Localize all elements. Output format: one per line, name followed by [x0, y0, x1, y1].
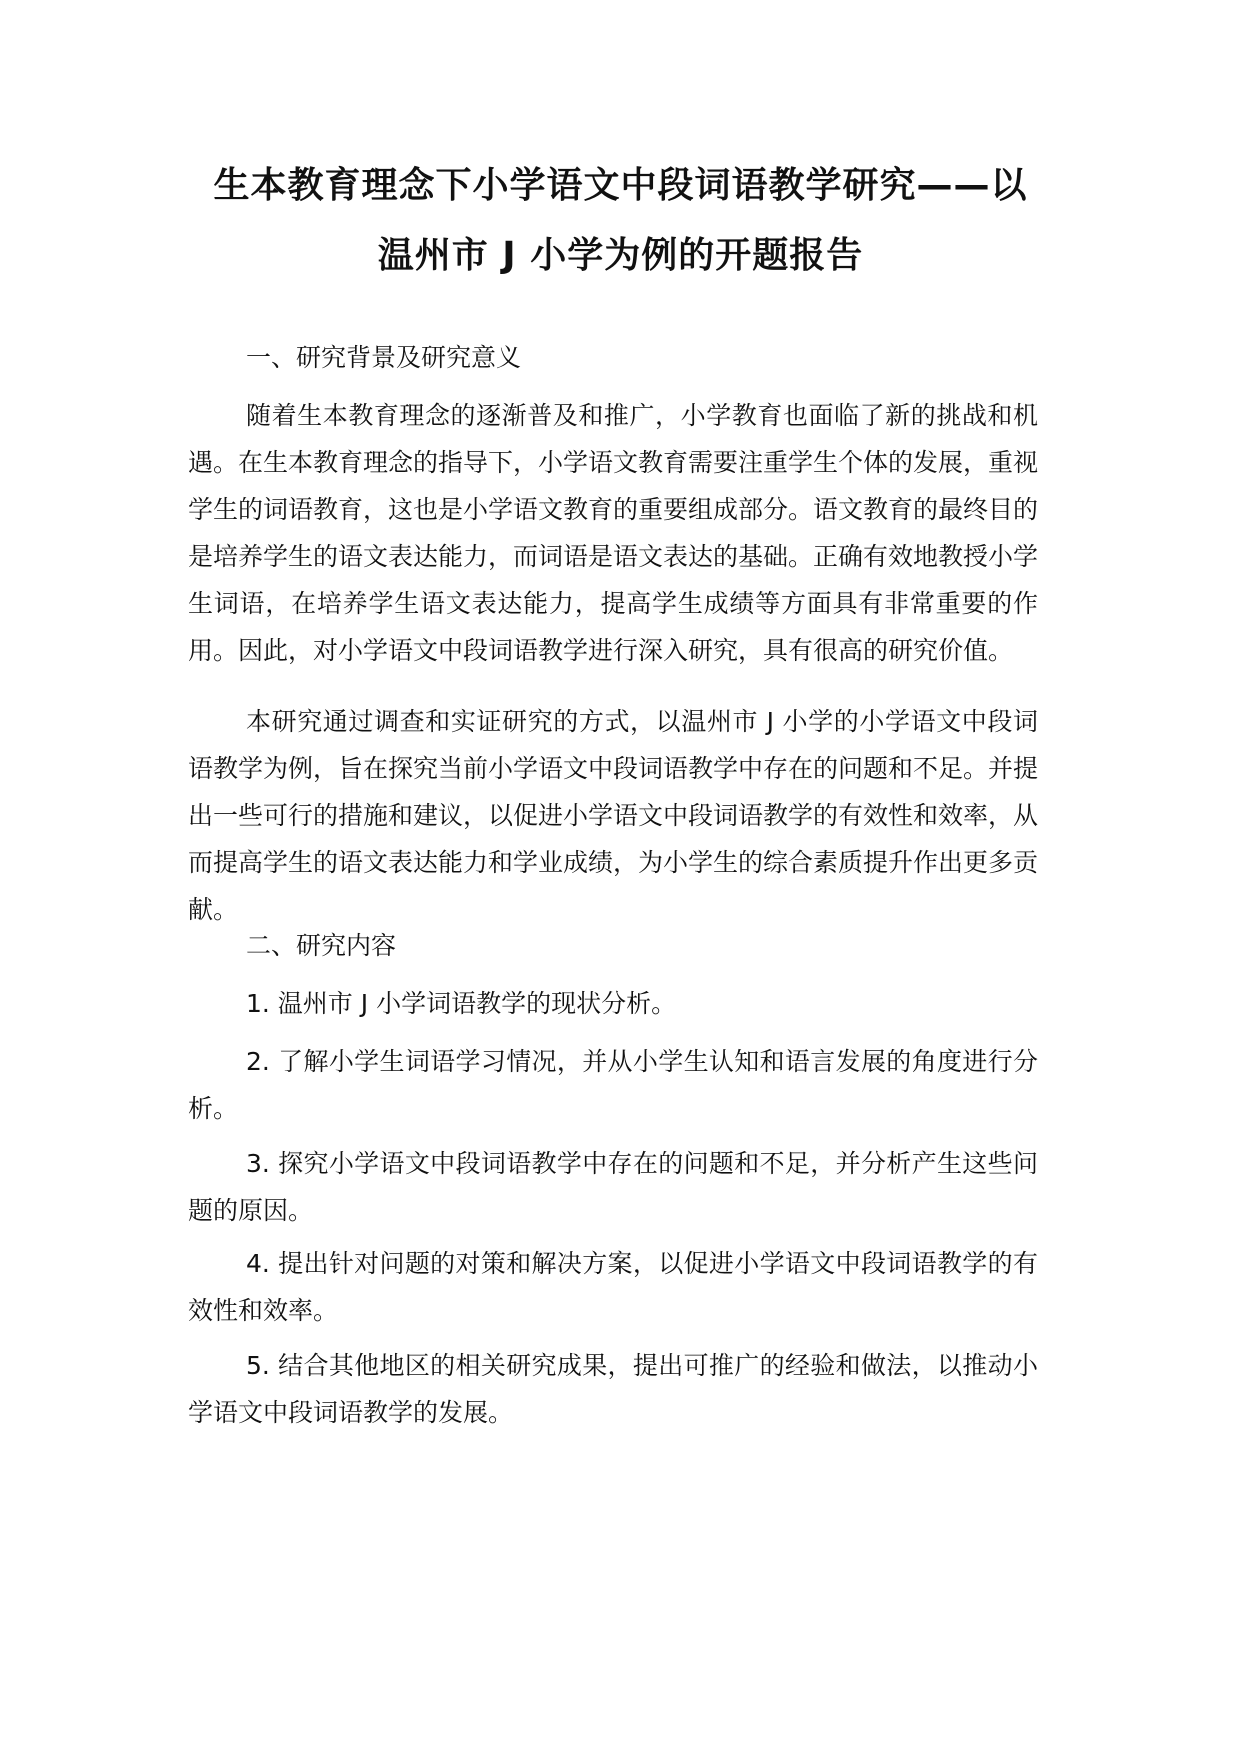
list-item-5: 5. 结合其他地区的相关研究成果，提出可推广的经验和做法，以推动小学语文中段词语教学的发展。 — [188, 1351, 1038, 1427]
paragraph-research-method: 本研究通过调查和实证研究的方式，以温州市 J 小学的小学语文中段词语教学为例，旨在探究当前小学语文中段词语教学中存在的问题和不足。并提出一些可行的措施和建议，以促进小学语文中段词语教学的有效性和效率，从而提高学生的语文表达能力和学业成绩，为小学生的综合素质提升作出更多贡献。 — [188, 707, 1039, 924]
section-heading-content: 二、研究内容 — [246, 931, 397, 960]
list-item-3: 3. 探究小学语文中段词语教学中存在的问题和不足，并分析产生这些问题的原因。 — [188, 1149, 1038, 1225]
section-heading-background: 一、研究背景及研究意义 — [246, 343, 522, 372]
paragraph-background: 随着生本教育理念的逐渐普及和推广，小学教育也面临了新的挑战和机遇。在生本教育理念的指导下，小学语文教育需要注重学生个体的发展，重视学生的词语教育，这也是小学语文教育的重要组成部分。语文教育的最终目的是培养学生的语文表达能力，而词语是语文表达的基础。正确有效地教授小学生词语，在培养学生语文表达能力，提高学生成绩等方面具有非常重要的作用。因此，对小学语文中段词语教学进行深入研究，具有很高的研究价值。 — [188, 401, 1039, 665]
list-item-2: 2. 了解小学生词语学习情况，并从小学生认知和语言发展的角度进行分析。 — [188, 1047, 1038, 1123]
list-item-1: 1. 温州市 J 小学词语教学的现状分析。 — [246, 989, 677, 1018]
title-line-1: 生本教育理念下小学语文中段词语教学研究——以 — [213, 165, 1028, 206]
list-item-4: 4. 提出针对问题的对策和解决方案，以促进小学语文中段词语教学的有效性和效率。 — [188, 1249, 1038, 1325]
title-line-2: 温州市 J 小学为例的开题报告 — [377, 235, 864, 276]
